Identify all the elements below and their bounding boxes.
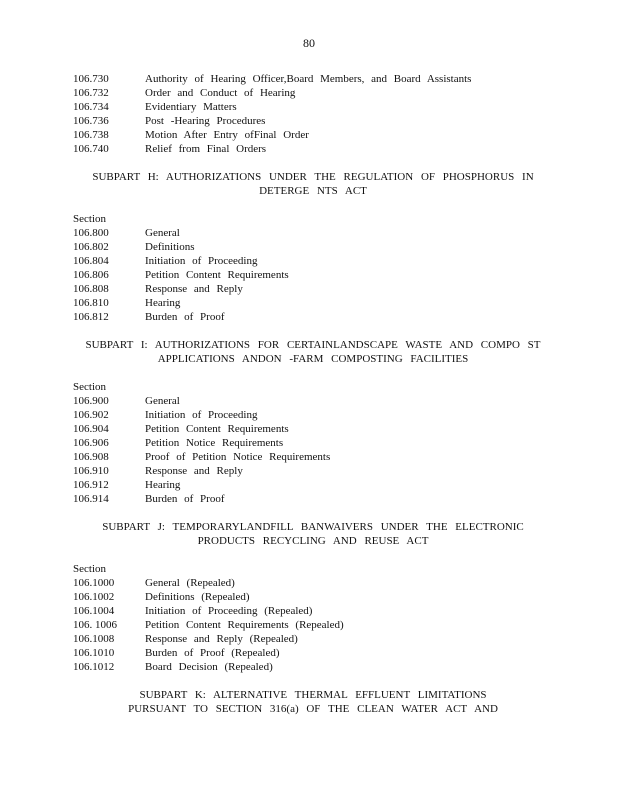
list-item [73,450,553,464]
section-title: Burden of Proof [145,493,225,505]
section-number: 106.810 [73,297,109,309]
section-number: 106.740 [73,143,109,155]
list-item [73,226,553,240]
list-item [73,646,553,660]
subpart-heading-line: DETERGE NTS ACT [259,185,367,197]
section-title: Petition Content Requirements [145,269,289,281]
list-item [73,86,553,100]
section-title: Definitions (Repealed) [145,591,250,603]
section-number: 106.904 [73,423,109,435]
section-number: 106.900 [73,395,109,407]
list-item [73,478,553,492]
subpart-h-heading [73,170,553,198]
section-title: Burden of Proof (Repealed) [145,647,280,659]
list-item [73,660,553,674]
list-item [73,632,553,646]
list-item [73,464,553,478]
section-title: Initiation of Proceeding [145,255,258,267]
list-item [73,282,553,296]
list-item [73,492,553,506]
section-number: 106.730 [73,73,109,85]
section-number: 106.912 [73,479,109,491]
section-label: Section [73,563,106,575]
list-item [73,436,553,450]
section-title: Response and Reply [145,465,243,477]
section-title: Evidentiary Matters [145,101,237,113]
section-title: Proof of Petition Notice Requirements [145,451,331,463]
subpart-heading-line: SUBPART J: TEMPORARYLANDFILL BANWAIVERS UNDER THE ELECTRONIC [102,521,524,533]
section-title: Initiation of Proceeding [145,409,258,421]
subpart-heading-line: PRODUCTS RECYCLING AND REUSE ACT [197,535,429,547]
section-number: 106.802 [73,241,109,253]
list-item [73,254,553,268]
list-item [73,590,553,604]
section-number: 106.812 [73,311,109,323]
section-label: Section [73,213,106,225]
section-number: 106.732 [73,87,109,99]
section-number: 106.1010 [73,647,115,659]
table-of-contents [73,72,553,730]
list-item [73,128,553,142]
section-number: 106.906 [73,437,109,449]
section-number: 106.1000 [73,577,115,589]
section-number: 106.806 [73,269,109,281]
subpart-heading-line: PURSUANT TO SECTION 316(a) OF THE CLEAN WATER ACT AND [128,703,498,715]
section-title: General [145,395,180,407]
section-number: 106.808 [73,283,109,295]
section-number: 106.804 [73,255,109,267]
section-number: 106.910 [73,465,109,477]
section-title: Motion After Entry ofFinal Order [145,129,309,141]
subpart-j-heading [73,520,553,548]
list-item [73,240,553,254]
section-number: 106.800 [73,227,109,239]
section-number: 106. 1006 [73,619,117,631]
list-item [73,142,553,156]
section-number: 106.1002 [73,591,115,603]
intro-entries [73,72,553,156]
section-title: Response and Reply [145,283,243,295]
list-item [73,408,553,422]
section-title: Hearing [145,479,181,491]
subpart-heading-line: APPLICATIONS ANDON -FARM COMPOSTING FACILITIES [157,353,469,365]
subpart-k-heading [73,688,553,716]
section-number: 106.736 [73,115,109,127]
section-number: 106.1012 [73,661,115,673]
section-title: Post -Hearing Procedures [145,115,266,127]
list-item [73,576,553,590]
section-number: 106.1004 [73,605,115,617]
list-item [73,604,553,618]
section-title: Petition Notice Requirements [145,437,284,449]
subpart-i-heading [73,338,553,366]
list-item [73,310,553,324]
section-title: General (Repealed) [145,577,235,589]
list-item [73,296,553,310]
subpart-h-entries [73,212,553,324]
section-title: Petition Content Requirements [145,423,289,435]
section-title: General [145,227,180,239]
list-item [73,114,553,128]
section-title: Board Decision (Repealed) [145,661,273,673]
section-title: Order and Conduct of Hearing [145,87,296,99]
subpart-i-entries [73,380,553,506]
subpart-heading-line: SUBPART K: ALTERNATIVE THERMAL EFFLUENT LIMITATIONS [139,689,487,701]
section-title: Burden of Proof [145,311,225,323]
section-title: Relief from Final Orders [145,143,267,155]
section-title: Initiation of Proceeding (Repealed) [145,605,313,617]
section-number: 106.902 [73,409,109,421]
subpart-heading-line: SUBPART H: AUTHORIZATIONS UNDER THE REGULATION OF PHOSPHORUS IN [92,171,534,183]
section-title: Definitions [145,241,195,253]
section-number: 106.738 [73,129,109,141]
list-item [73,100,553,114]
subpart-heading-line: SUBPART I: AUTHORIZATIONS FOR CERTAINLANDSCAPE WASTE AND COMPO ST [85,339,541,351]
section-number: 106.908 [73,451,109,463]
section-label: Section [73,381,106,393]
list-item [73,394,553,408]
section-number: 106.1008 [73,633,115,645]
section-number: 106.914 [73,493,109,505]
subpart-j-entries [73,562,553,674]
section-title: Response and Reply (Repealed) [145,633,298,645]
page-number: 80 [303,36,315,50]
section-title: Authority of Hearing Officer,Board Members, and Board Assistants [145,73,472,85]
list-item [73,268,553,282]
section-number: 106.734 [73,101,109,113]
list-item [73,422,553,436]
list-item [73,618,553,632]
section-title: Petition Content Requirements (Repealed) [145,619,344,631]
list-item [73,72,553,86]
section-title: Hearing [145,297,181,309]
